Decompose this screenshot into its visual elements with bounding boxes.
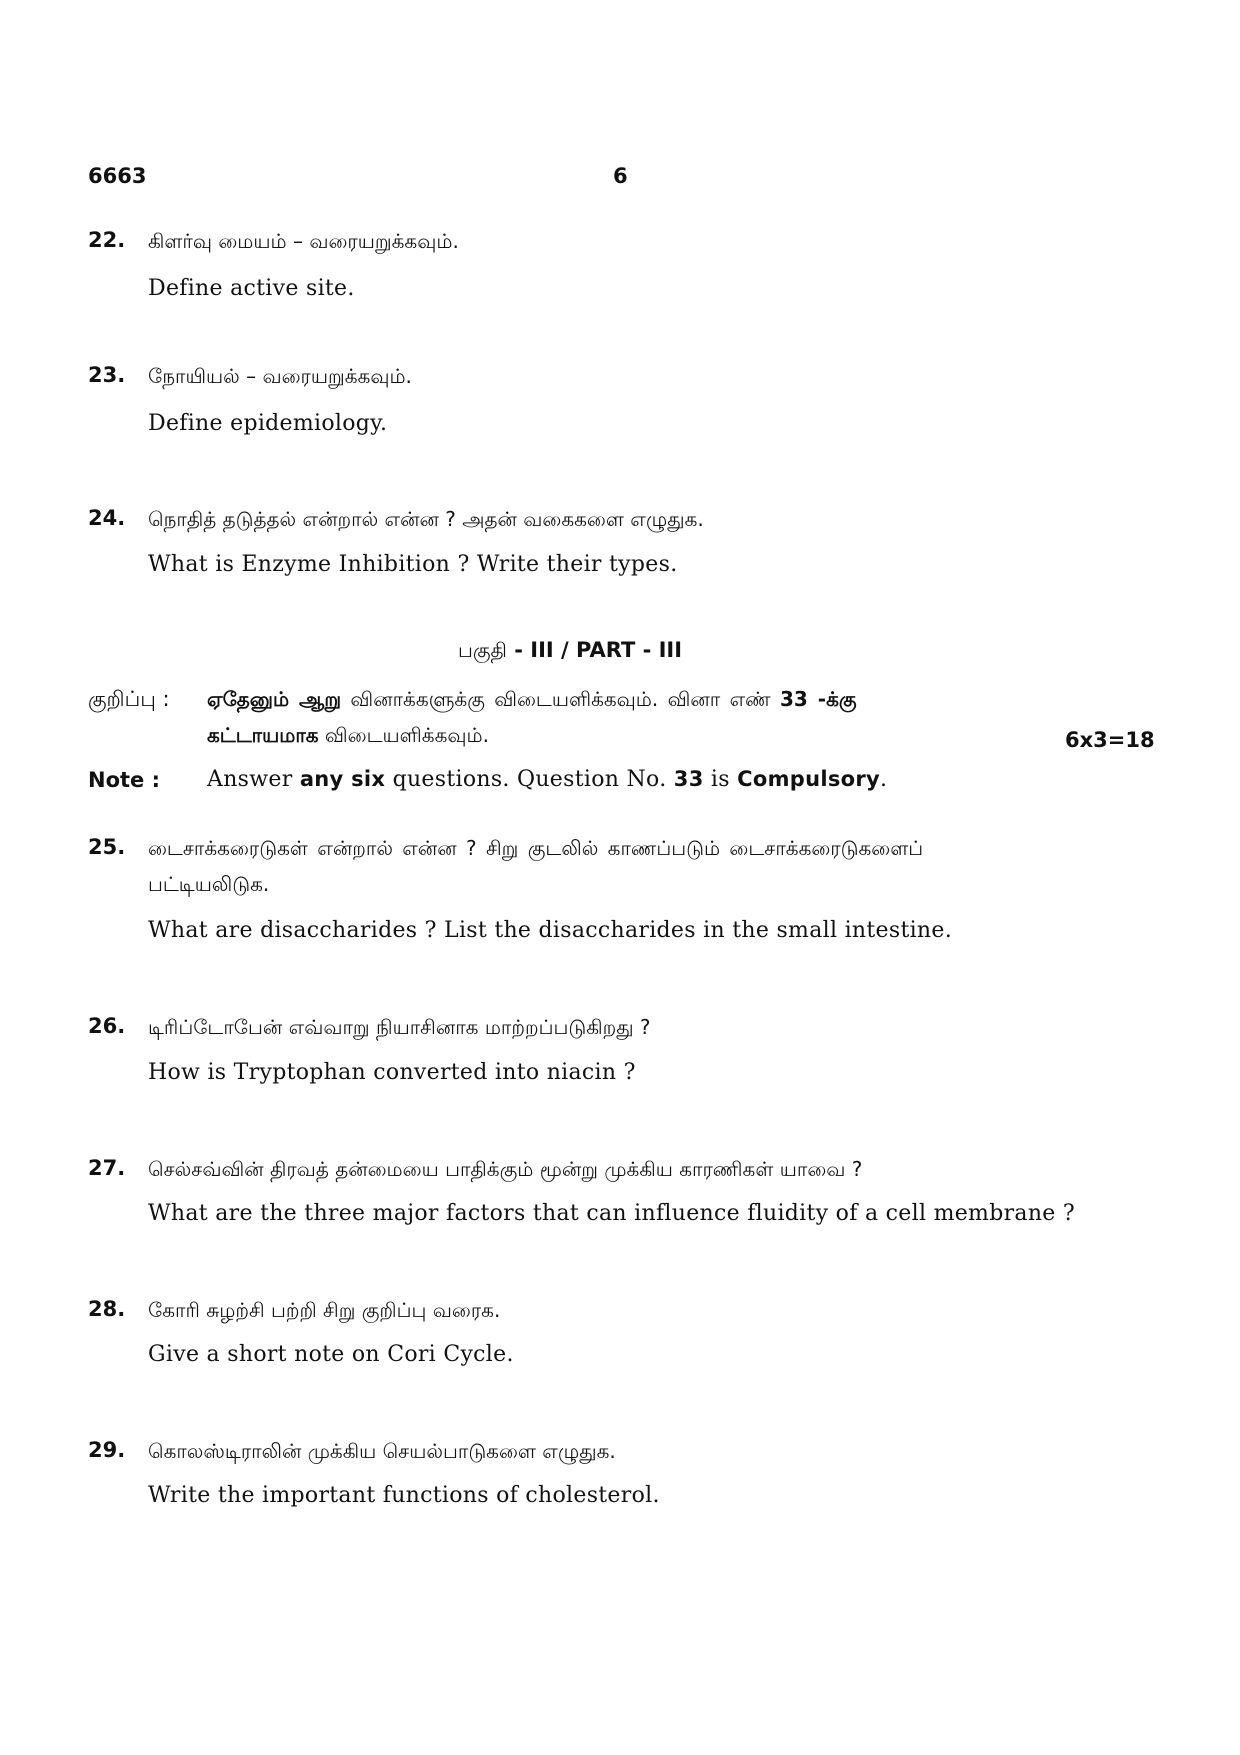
part-heading [458, 638, 682, 665]
question-tamil: டிரிப்டோபேன் எவ்வாறு நியாசினாக மாற்றப்படுகிறது ? [148, 1015, 651, 1039]
question-english: Write the important functions of cholesterol. [148, 1483, 660, 1508]
instructions-tamil-line-2: கட்டாயமாக விடையளிக்கவும். [207, 723, 489, 747]
page-number: 6 [613, 164, 628, 188]
question-tamil-continued: பட்டியலிடுக. [148, 872, 270, 896]
note-label: Note : [88, 768, 160, 792]
question-tamil: டைசாக்கரைடுகள் என்றால் என்ன ? சிறு குடலில் காணப்படும் டைசாக்கரைடுகளைப் [148, 836, 924, 860]
question-number: 25. [88, 835, 126, 859]
question-tamil: கொலஸ்டிராலின் முக்கிய செயல்பாடுகளை எழுதுக. [148, 1439, 616, 1463]
question-tamil: நோயியல் – வரையறுக்கவும். [148, 364, 412, 388]
question-number: 29. [88, 1438, 126, 1462]
question-tamil: கிளர்வு மையம் – வரையறுக்கவும். [148, 229, 459, 253]
question-number: 28. [88, 1297, 126, 1321]
note-text: Answer any six questions. Question No. 33 is Compulsory. [207, 767, 888, 792]
question-number: 22. [88, 228, 126, 252]
question-tamil: செல்சவ்வின் திரவத் தன்மையை பாதிக்கும் மூன்று முக்கிய காரணிகள் யாவை ? [148, 1157, 863, 1181]
question-tamil: கோரி சுழற்சி பற்றி சிறு குறிப்பு வரைக. [148, 1298, 501, 1322]
paper-code: 6663 [88, 164, 147, 188]
question-number: 26. [88, 1014, 126, 1038]
marks: 6x3=18 [1065, 728, 1155, 752]
question-english: Give a short note on Cori Cycle. [148, 1342, 514, 1367]
question-english: What are the three major factors that can influence fluidity of a cell membrane ? [148, 1201, 1076, 1226]
question-number: 23. [88, 363, 126, 387]
question-english: What are disaccharides ? List the disaccharides in the small intestine. [148, 918, 953, 943]
question-english: Define epidemiology. [148, 411, 388, 436]
question-tamil: நொதித் தடுத்தல் என்றால் என்ன ? அதன் வகைகளை எழுதுக. [148, 507, 704, 531]
part-heading-title: - III / PART - III [506, 638, 683, 662]
question-number: 27. [88, 1156, 126, 1180]
question-english: Define active site. [148, 276, 355, 301]
instructions-tamil-label: குறிப்பு : [88, 687, 170, 711]
question-english: What is Enzyme Inhibition ? Write their types. [148, 552, 678, 577]
question-english: How is Tryptophan converted into niacin ? [148, 1060, 636, 1085]
part-heading-tamil: பகுதி [458, 638, 507, 662]
question-number: 24. [88, 506, 126, 530]
instructions-tamil-line-1: ஏதேனும் ஆறு வினாக்களுக்கு விடையளிக்கவும். வினா எண் 33 -க்கு [207, 687, 857, 711]
